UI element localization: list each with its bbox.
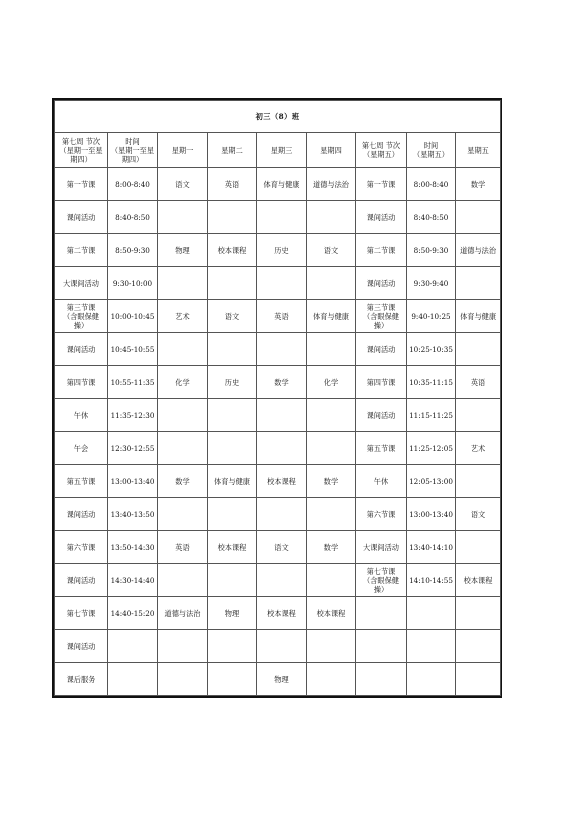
table-cell: 艺术 [456, 432, 501, 465]
table-title: 初三（8）班 [55, 101, 501, 133]
table-row [55, 432, 501, 465]
table-cell [407, 597, 456, 630]
table-cell [158, 267, 208, 300]
table-cell: 校本课程 [208, 531, 257, 564]
table-cell: 8:00-8:40 [407, 168, 456, 201]
table-cell: 物理 [158, 234, 208, 267]
table-cell [307, 564, 356, 597]
table-cell [456, 399, 501, 432]
column-header: 星期三 [257, 133, 307, 168]
table-cell [158, 630, 208, 663]
table-cell [456, 597, 501, 630]
column-header: 星期一 [158, 133, 208, 168]
table-cell: 11:15-11:25 [407, 399, 456, 432]
table-cell [108, 663, 158, 696]
table-cell: 第一节课 [356, 168, 407, 201]
table-cell: 课间活动 [55, 564, 108, 597]
table-cell [158, 498, 208, 531]
table-cell: 物理 [208, 597, 257, 630]
table-cell: 校本课程 [208, 234, 257, 267]
table-cell: 8:00-8:40 [108, 168, 158, 201]
table-cell: 课间活动 [356, 201, 407, 234]
table-cell: 第七节课 [55, 597, 108, 630]
table-cell: 体育与健康 [307, 300, 356, 333]
table-cell [307, 267, 356, 300]
table-cell [208, 498, 257, 531]
table-cell [257, 498, 307, 531]
table-cell [456, 630, 501, 663]
table-cell [208, 333, 257, 366]
table-cell: 14:30-14:40 [108, 564, 158, 597]
table-row [55, 663, 501, 696]
table-cell: 第六节课 [55, 531, 108, 564]
table-cell: 道德与法治 [158, 597, 208, 630]
table-cell: 第三节课 （含眼保健 操） [356, 300, 407, 333]
table-cell: 午休 [55, 399, 108, 432]
table-cell [456, 201, 501, 234]
table-cell: 英语 [208, 168, 257, 201]
table-cell: 英语 [158, 531, 208, 564]
table-cell: 道德与法治 [307, 168, 356, 201]
table-cell: 10:55-11:35 [108, 366, 158, 399]
table-cell: 13:40-14:10 [407, 531, 456, 564]
table-cell [158, 399, 208, 432]
table-cell [456, 267, 501, 300]
table-cell: 第四节课 [356, 366, 407, 399]
table-cell: 8:50-9:30 [108, 234, 158, 267]
table-cell: 校本课程 [257, 597, 307, 630]
table-cell: 第五节课 [55, 465, 108, 498]
table-cell: 10:00-10:45 [108, 300, 158, 333]
table-cell: 课后服务 [55, 663, 108, 696]
table-cell: 第三节课 （含眼保健 操） [55, 300, 108, 333]
column-header: 时间 （星期五） [407, 133, 456, 168]
table-row [55, 267, 501, 300]
table-row [55, 498, 501, 531]
column-header: 时间 （星期一至星 期四） [108, 133, 158, 168]
table-cell: 化学 [307, 366, 356, 399]
table-cell [307, 663, 356, 696]
table-cell: 语文 [158, 168, 208, 201]
table-cell: 语文 [257, 531, 307, 564]
table-cell: 8:50-9:30 [407, 234, 456, 267]
column-header: 星期二 [208, 133, 257, 168]
table-cell: 课间活动 [356, 333, 407, 366]
table-row [55, 630, 501, 663]
table-cell: 语文 [208, 300, 257, 333]
column-header: 星期五 [456, 133, 501, 168]
table-cell: 11:25-12:05 [407, 432, 456, 465]
table-cell: 校本课程 [257, 465, 307, 498]
table-cell: 课间活动 [55, 630, 108, 663]
table-cell: 第六节课 [356, 498, 407, 531]
table-cell: 14:40-15:20 [108, 597, 158, 630]
table-cell [208, 564, 257, 597]
table-cell: 课间活动 [356, 399, 407, 432]
table-cell [356, 597, 407, 630]
table-cell: 语文 [456, 498, 501, 531]
table-cell: 历史 [208, 366, 257, 399]
table-cell [257, 432, 307, 465]
table-cell [257, 564, 307, 597]
column-header: 第七周 节次 （星期五） [356, 133, 407, 168]
table-cell [158, 201, 208, 234]
table-cell: 13:40-13:50 [108, 498, 158, 531]
table-cell: 12:30-12:55 [108, 432, 158, 465]
table-cell: 数学 [158, 465, 208, 498]
table-cell [456, 531, 501, 564]
table-cell [257, 201, 307, 234]
table-cell: 艺术 [158, 300, 208, 333]
table-cell [257, 333, 307, 366]
table-row [55, 300, 501, 333]
table-cell: 第四节课 [55, 366, 108, 399]
header-row [55, 133, 501, 168]
table-cell: 10:35-11:15 [407, 366, 456, 399]
table-cell [158, 432, 208, 465]
table-cell: 13:00-13:40 [407, 498, 456, 531]
table-cell [307, 432, 356, 465]
table-cell [158, 663, 208, 696]
table-cell [257, 630, 307, 663]
table-row [55, 234, 501, 267]
table-row [55, 465, 501, 498]
table-cell [208, 399, 257, 432]
table-cell: 第五节课 [356, 432, 407, 465]
table-row [55, 333, 501, 366]
table-cell: 12:05-13:00 [407, 465, 456, 498]
table-cell: 第七节课 （含眼保健 操） [356, 564, 407, 597]
table-cell: 11:35-12:30 [108, 399, 158, 432]
table-cell: 9:30-9:40 [407, 267, 456, 300]
table-cell: 大课间活动 [55, 267, 108, 300]
table-cell: 英语 [257, 300, 307, 333]
table-cell: 校本课程 [307, 597, 356, 630]
table-cell: 8:40-8:50 [108, 201, 158, 234]
table-cell [356, 630, 407, 663]
table-cell: 8:40-8:50 [407, 201, 456, 234]
table-cell: 13:00-13:40 [108, 465, 158, 498]
column-header: 第七周 节次 （星期一至星 期四） [55, 133, 108, 168]
table-cell: 第二节课 [55, 234, 108, 267]
table-cell [208, 630, 257, 663]
table-cell [356, 663, 407, 696]
table-row [55, 597, 501, 630]
table-cell: 数学 [257, 366, 307, 399]
table-cell: 道德与法治 [456, 234, 501, 267]
table-cell [208, 663, 257, 696]
table-cell [407, 630, 456, 663]
table-cell: 课间活动 [55, 201, 108, 234]
table-cell: 课间活动 [55, 498, 108, 531]
table-cell: 物理 [257, 663, 307, 696]
table-cell: 英语 [456, 366, 501, 399]
table-cell: 9:30-10:00 [108, 267, 158, 300]
table-cell: 语文 [307, 234, 356, 267]
table-row [55, 366, 501, 399]
table-cell: 数学 [307, 465, 356, 498]
table-cell: 第二节课 [356, 234, 407, 267]
table-cell: 大课间活动 [356, 531, 407, 564]
table-cell: 化学 [158, 366, 208, 399]
table-cell [307, 498, 356, 531]
table-cell [307, 399, 356, 432]
table-cell [158, 333, 208, 366]
table-cell [307, 630, 356, 663]
table-cell [307, 201, 356, 234]
table-cell [307, 333, 356, 366]
table-cell [407, 663, 456, 696]
table-cell: 体育与健康 [257, 168, 307, 201]
table-row [55, 564, 501, 597]
table-cell: 体育与健康 [208, 465, 257, 498]
table-cell [108, 630, 158, 663]
table-cell: 午会 [55, 432, 108, 465]
table-cell: 课间活动 [356, 267, 407, 300]
column-header: 星期四 [307, 133, 356, 168]
timetable [54, 100, 501, 696]
table-cell: 课间活动 [55, 333, 108, 366]
table-cell: 13:50-14:30 [108, 531, 158, 564]
table-row [55, 201, 501, 234]
table-cell: 10:25-10:35 [407, 333, 456, 366]
table-cell [208, 267, 257, 300]
timetable-sheet [52, 98, 502, 698]
table-row [55, 531, 501, 564]
table-cell [158, 564, 208, 597]
table-row [55, 399, 501, 432]
table-cell [257, 267, 307, 300]
table-cell: 数学 [307, 531, 356, 564]
table-cell [456, 663, 501, 696]
table-cell: 9:40-10:25 [407, 300, 456, 333]
table-cell [257, 399, 307, 432]
table-cell [208, 432, 257, 465]
table-cell: 校本课程 [456, 564, 501, 597]
table-cell: 10:45-10:55 [108, 333, 158, 366]
table-cell: 历史 [257, 234, 307, 267]
table-row [55, 168, 501, 201]
table-cell: 体育与健康 [456, 300, 501, 333]
table-cell [456, 333, 501, 366]
table-cell: 数学 [456, 168, 501, 201]
table-cell: 第一节课 [55, 168, 108, 201]
table-cell [456, 465, 501, 498]
table-cell: 午休 [356, 465, 407, 498]
table-cell: 14:10-14:55 [407, 564, 456, 597]
table-cell [208, 201, 257, 234]
